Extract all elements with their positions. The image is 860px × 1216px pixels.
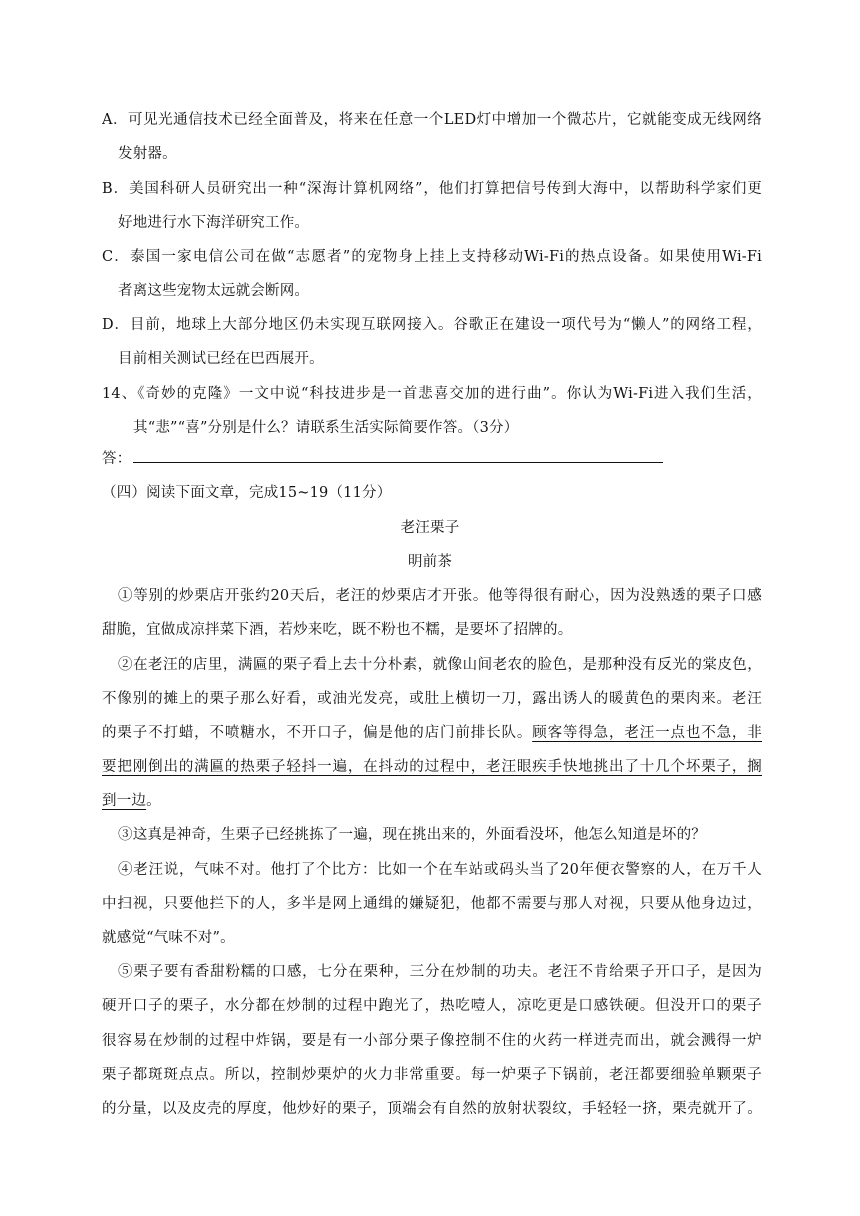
paragraph-5-line-4: 栗子都斑斑点点。所以，控制炒栗炉的火力非常重要。每一炉栗子下锅前，老汪都要细验单颗栗子 [102,1067,762,1083]
paragraph-3-line-1: ③这真是神奇，生栗子已经挑拣了一遍，现在挑出来的，外面看没坏，他怎么知道是坏的？ [118,827,706,843]
option-a-line-1: A．可见光通信技术已经全面普及，将来在任意一个LED灯中增加一个微芯片，它就能变成无线网络 [102,112,762,128]
section-4-heading: （四）阅读下面文章，完成15~19（11分） [102,485,392,501]
question-14-line-1: 14、《奇妙的克隆》一文中说“科技进步是一首悲喜交加的进行曲”。你认为Wi-Fi进入我们生活， [102,386,762,402]
question-14-line-2: 其“悲”“喜”分别是什么？请联系生活实际简要作答。（3分） [133,420,519,436]
paragraph-2-line-2: 不像别的摊上的栗子那么好看，或油光发亮，或肚上横切一刀，露出诱人的暖黄色的栗肉来。老汪 [102,691,762,707]
option-b-line-2: 好地进行水下海洋研究工作。 [118,215,310,231]
paragraph-5-line-5: 的分量，以及皮壳的厚度，他炒好的栗子，顶端会有自然的放射状裂纹，手轻轻一挤，栗壳就开了。 [102,1101,762,1117]
answer-label: 答： [102,451,132,467]
article-author: 明前茶 [407,554,453,570]
option-c-line-1: C．泰国一家电信公司在做“志愿者”的宠物身上挂上支持移动Wi-Fi的热点设备。如果使用Wi-Fi [102,249,762,265]
option-a-line-2: 发射器。 [118,146,177,162]
paragraph-2-line-5 [102,791,762,811]
option-d-line-1: D．目前，地球上大部分地区仍未实现互联网接入。谷歌正在建设一项代号为“懒人”的网络工程， [102,317,762,333]
paragraph-2-line-5-tail: 。 [146,793,161,809]
paragraph-2-underlined-start: 顾客等得急，老汪一点也不急，非 [532,725,762,741]
paragraph-2-underlined-end: 到一边 [102,793,147,809]
paragraph-2-line-3-plain: 的栗子不打蜡，不喷糖水，不开口子，偏是他的店门前排长队。 [102,725,533,741]
paragraph-5-line-2: 硬开口子的栗子，水分都在炒制的过程中跑光了，热吃噎人，凉吃更是口感铁硬。但没开口的栗子 [102,998,762,1014]
paragraph-2-underlined-line-4: 要把刚倒出的满匾的热栗子轻抖一遍，在抖动的过程中，老汪眼疾手快地挑出了十几个坏栗子，搁 [102,759,762,775]
paragraph-4-line-1: ④老汪说，气味不对。他打了个比方：比如一个在车站或码头当了20年便衣警察的人，在万千人 [118,862,762,878]
article-title: 老汪栗子 [400,520,460,536]
option-b-line-1: B．美国科研人员研究出一种“深海计算机网络”，他们打算把信号传到大海中，以帮助科学家们更 [102,181,762,197]
paragraph-2-line-1: ②在老汪的店里，满匾的栗子看上去十分朴素，就像山间老农的脸色，是那种没有反光的棠皮色， [118,657,762,673]
paragraph-1-line-2: 甜脆，宜做成凉拌菜下酒，若炒来吃，既不粉也不糯，是要坏了招牌的。 [102,622,573,638]
answer-line[interactable] [133,462,663,463]
option-c-line-2: 者离这些宠物太远就会断网。 [118,283,310,299]
paragraph-4-line-2: 中扫视，只要他拦下的人，多半是网上通缉的嫌疑犯，他都不需要与那人对视，只要从他身边过， [102,896,762,912]
paragraph-5-line-3: 很容易在炒制的过程中炸锅，要是有一小部分栗子像控制不住的火药一样迸壳而出，就会溅得一炉 [102,1033,762,1049]
paragraph-5-line-1: ⑤栗子要有香甜粉糯的口感，七分在栗种，三分在炒制的功夫。老汪不肯给栗子开口子，是因为 [118,964,762,980]
paragraph-1-line-1: ①等别的炒栗店开张约20天后，老汪的炒栗店才开张。他等得很有耐心，因为没熟透的栗子口感 [118,588,762,604]
paragraph-4-line-3: 就感觉“气味不对”。 [102,930,235,946]
paragraph-2-line-3 [102,723,762,743]
option-d-line-2: 目前相关测试已经在巴西展开。 [118,351,324,367]
